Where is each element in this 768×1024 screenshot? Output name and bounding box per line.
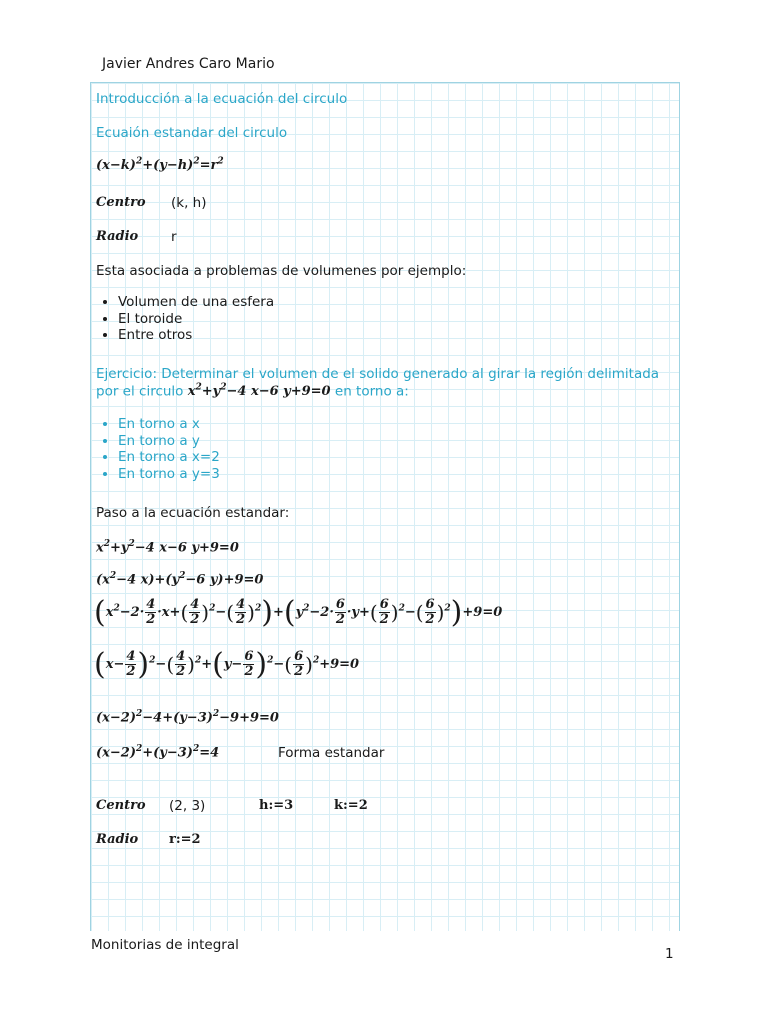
section-subtitle: Ecuaión estandar del circulo bbox=[96, 125, 288, 141]
list-item: • Volumen de una esfera bbox=[118, 294, 274, 311]
radio-value: r bbox=[171, 229, 177, 245]
axes-list bbox=[96, 416, 220, 482]
step-heading: Paso a la ecuación estandar: bbox=[96, 505, 290, 521]
intro-text: Esta asociada a problemas de volumenes por ejemplo: bbox=[96, 263, 467, 279]
step-6-equation: $(x-2)^2+(y-3)^2=4$ bbox=[96, 744, 220, 761]
exercise-equation: $x^2+y^2-4$ x−6 y+9=0 bbox=[187, 383, 331, 400]
k-assignment: k:=2 bbox=[334, 798, 368, 813]
radio-label: Radio bbox=[96, 229, 139, 244]
list-item: • En torno a y bbox=[118, 433, 220, 450]
r-assignment: r:=2 bbox=[169, 832, 201, 847]
radio-label-2: Radio bbox=[96, 832, 139, 847]
section-title: Introducción a la ecuación del circulo bbox=[96, 91, 348, 107]
examples-list bbox=[96, 294, 274, 344]
list-item: • En torno a x bbox=[118, 416, 220, 433]
document-author: Javier Andres Caro Mario bbox=[102, 56, 275, 72]
step-4-equation: (x− $\frac{4}{2}$ )$^2$−( $\frac{4}{2}$ )$^2$+(y− $\frac{6}{2}$ )$^2$−( $\frac{6}{2}$ )$^2$+9=0 bbox=[94, 647, 360, 682]
page-number: 1 bbox=[665, 946, 674, 962]
worksheet bbox=[90, 82, 680, 931]
h-assignment: h:=3 bbox=[259, 798, 294, 813]
list-item: • Entre otros bbox=[118, 327, 274, 344]
list-item: • El toroide bbox=[118, 311, 274, 328]
step-5-equation: $(x-2)^2-4+(y-3)^2-9+9=0$ bbox=[96, 709, 279, 726]
exercise-statement: Ejercicio: Determinar el volumen de el solido generado al girar la región delimitada bbox=[96, 366, 660, 382]
step-2-equation: ($x^2-4$ $x)+(y^2-6$ y)+9=0 bbox=[96, 571, 264, 588]
centro-label: Centro bbox=[96, 195, 146, 210]
list-item: • En torno a y=3 bbox=[118, 466, 220, 483]
footer-course: Monitorias de integral bbox=[91, 937, 239, 953]
centro-value-2: (2, 3) bbox=[169, 798, 206, 814]
forma-estandar-label: Forma estandar bbox=[278, 745, 385, 761]
list-item: • En torno a x=2 bbox=[118, 449, 220, 466]
general-circle-equation: $(x-k)^2+(y-h)^2=r^2$ bbox=[96, 157, 224, 174]
exercise-statement-line2 bbox=[96, 383, 409, 399]
centro-value: (k, h) bbox=[171, 195, 207, 211]
exercise-suffix: en torno a: bbox=[334, 383, 409, 400]
exercise-prefix: por el circulo bbox=[96, 383, 184, 400]
step-3-equation: ($x^2-2\cdot$ $\frac{4}{2}$ ·x+( $\frac{4}{2}$ )$^2$−( $\frac{4}{2}$ )$^2)+(y^2-2\cdot$ $\frac{6}{2}$ ·y+( $\frac{6}{2}$ )$^2$−( $\frac{6}{2}$ )$^2$)+9=0 bbox=[94, 595, 503, 630]
centro-label-2: Centro bbox=[96, 798, 146, 813]
step-1-equation: $x^2+y^2-4$ x−6 y+9=0 bbox=[96, 539, 239, 556]
